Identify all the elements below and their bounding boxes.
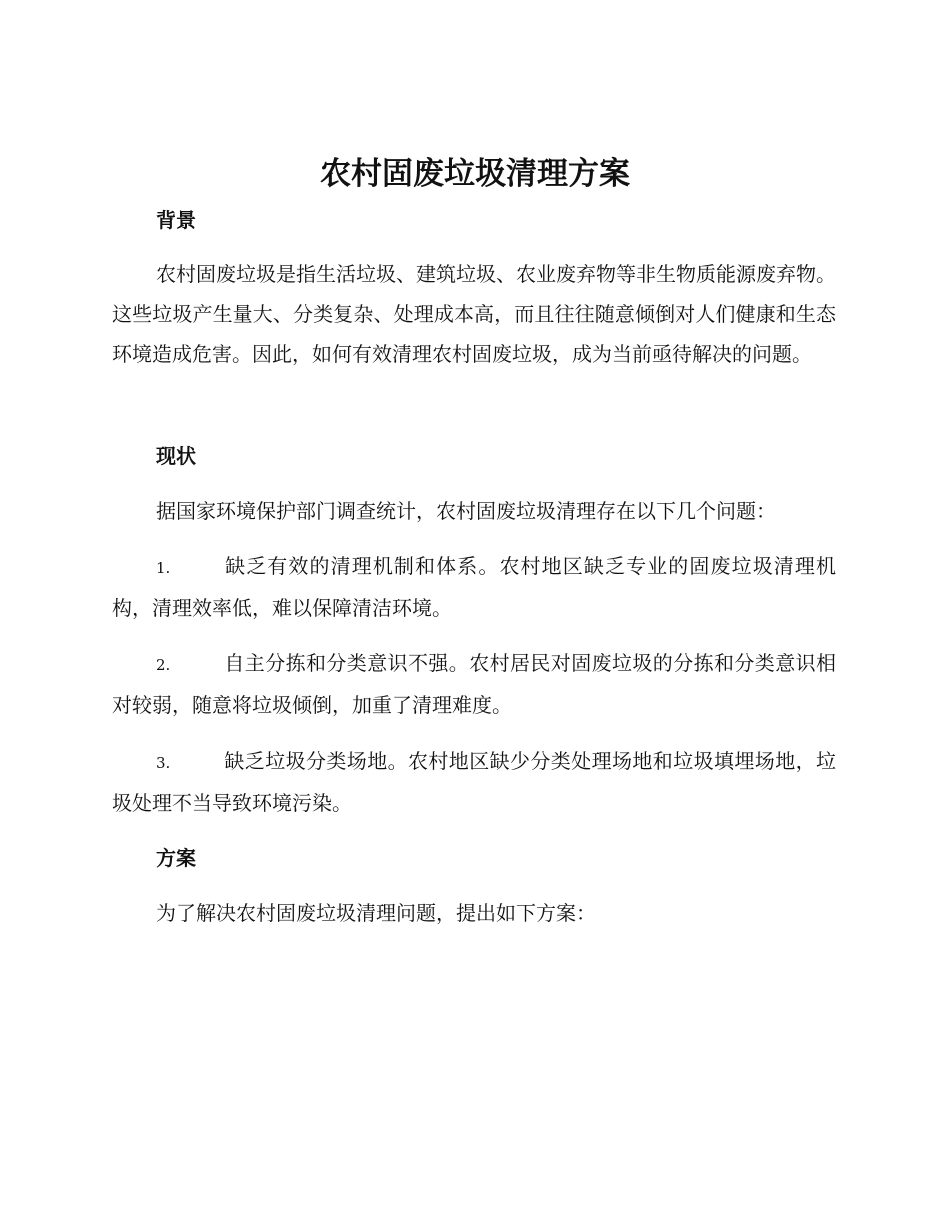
list-item-number: 1. — [156, 559, 171, 577]
list-item-number: 2. — [156, 656, 171, 674]
list-item-text: 缺乏有效的清理机制和体系。农村地区缺乏专业的固废垃圾清理机构，清理效率低，难以保障清洁环境。 — [112, 554, 836, 620]
section-heading-status: 现状 — [156, 444, 196, 468]
section-heading-plan: 方案 — [156, 846, 196, 870]
list-item — [112, 546, 836, 628]
document-title: 农村固废垃圾清理方案 — [320, 156, 630, 192]
list-item — [112, 643, 836, 725]
list-item-text: 缺乏垃圾分类场地。农村地区缺少分类处理场地和垃圾填埋场地，垃圾处理不当导致环境污染。 — [112, 749, 836, 815]
list-item-number: 3. — [156, 754, 171, 772]
list-item-text: 自主分拣和分类意识不强。农村居民对固废垃圾的分拣和分类意识相对较弱，随意将垃圾倾倒，加重了清理难度。 — [112, 651, 836, 717]
status-intro-paragraph: 据国家环境保护部门调查统计，农村固废垃圾清理存在以下几个问题： — [156, 499, 776, 523]
list-item — [112, 741, 836, 823]
section-heading-background: 背景 — [156, 208, 196, 232]
plan-intro-paragraph: 为了解决农村固废垃圾清理问题，提出如下方案： — [156, 901, 596, 925]
background-paragraph: 农村固废垃圾是指生活垃圾、建筑垃圾、农业废弃物等非生物质能源废弃物。这些垃圾产生量大、分类复杂、处理成本高，而且往往随意倾倒对人们健康和生态环境造成危害。因此，如何有效清理农村固废垃圾，成为当前亟待解决的问题。 — [112, 262, 836, 366]
